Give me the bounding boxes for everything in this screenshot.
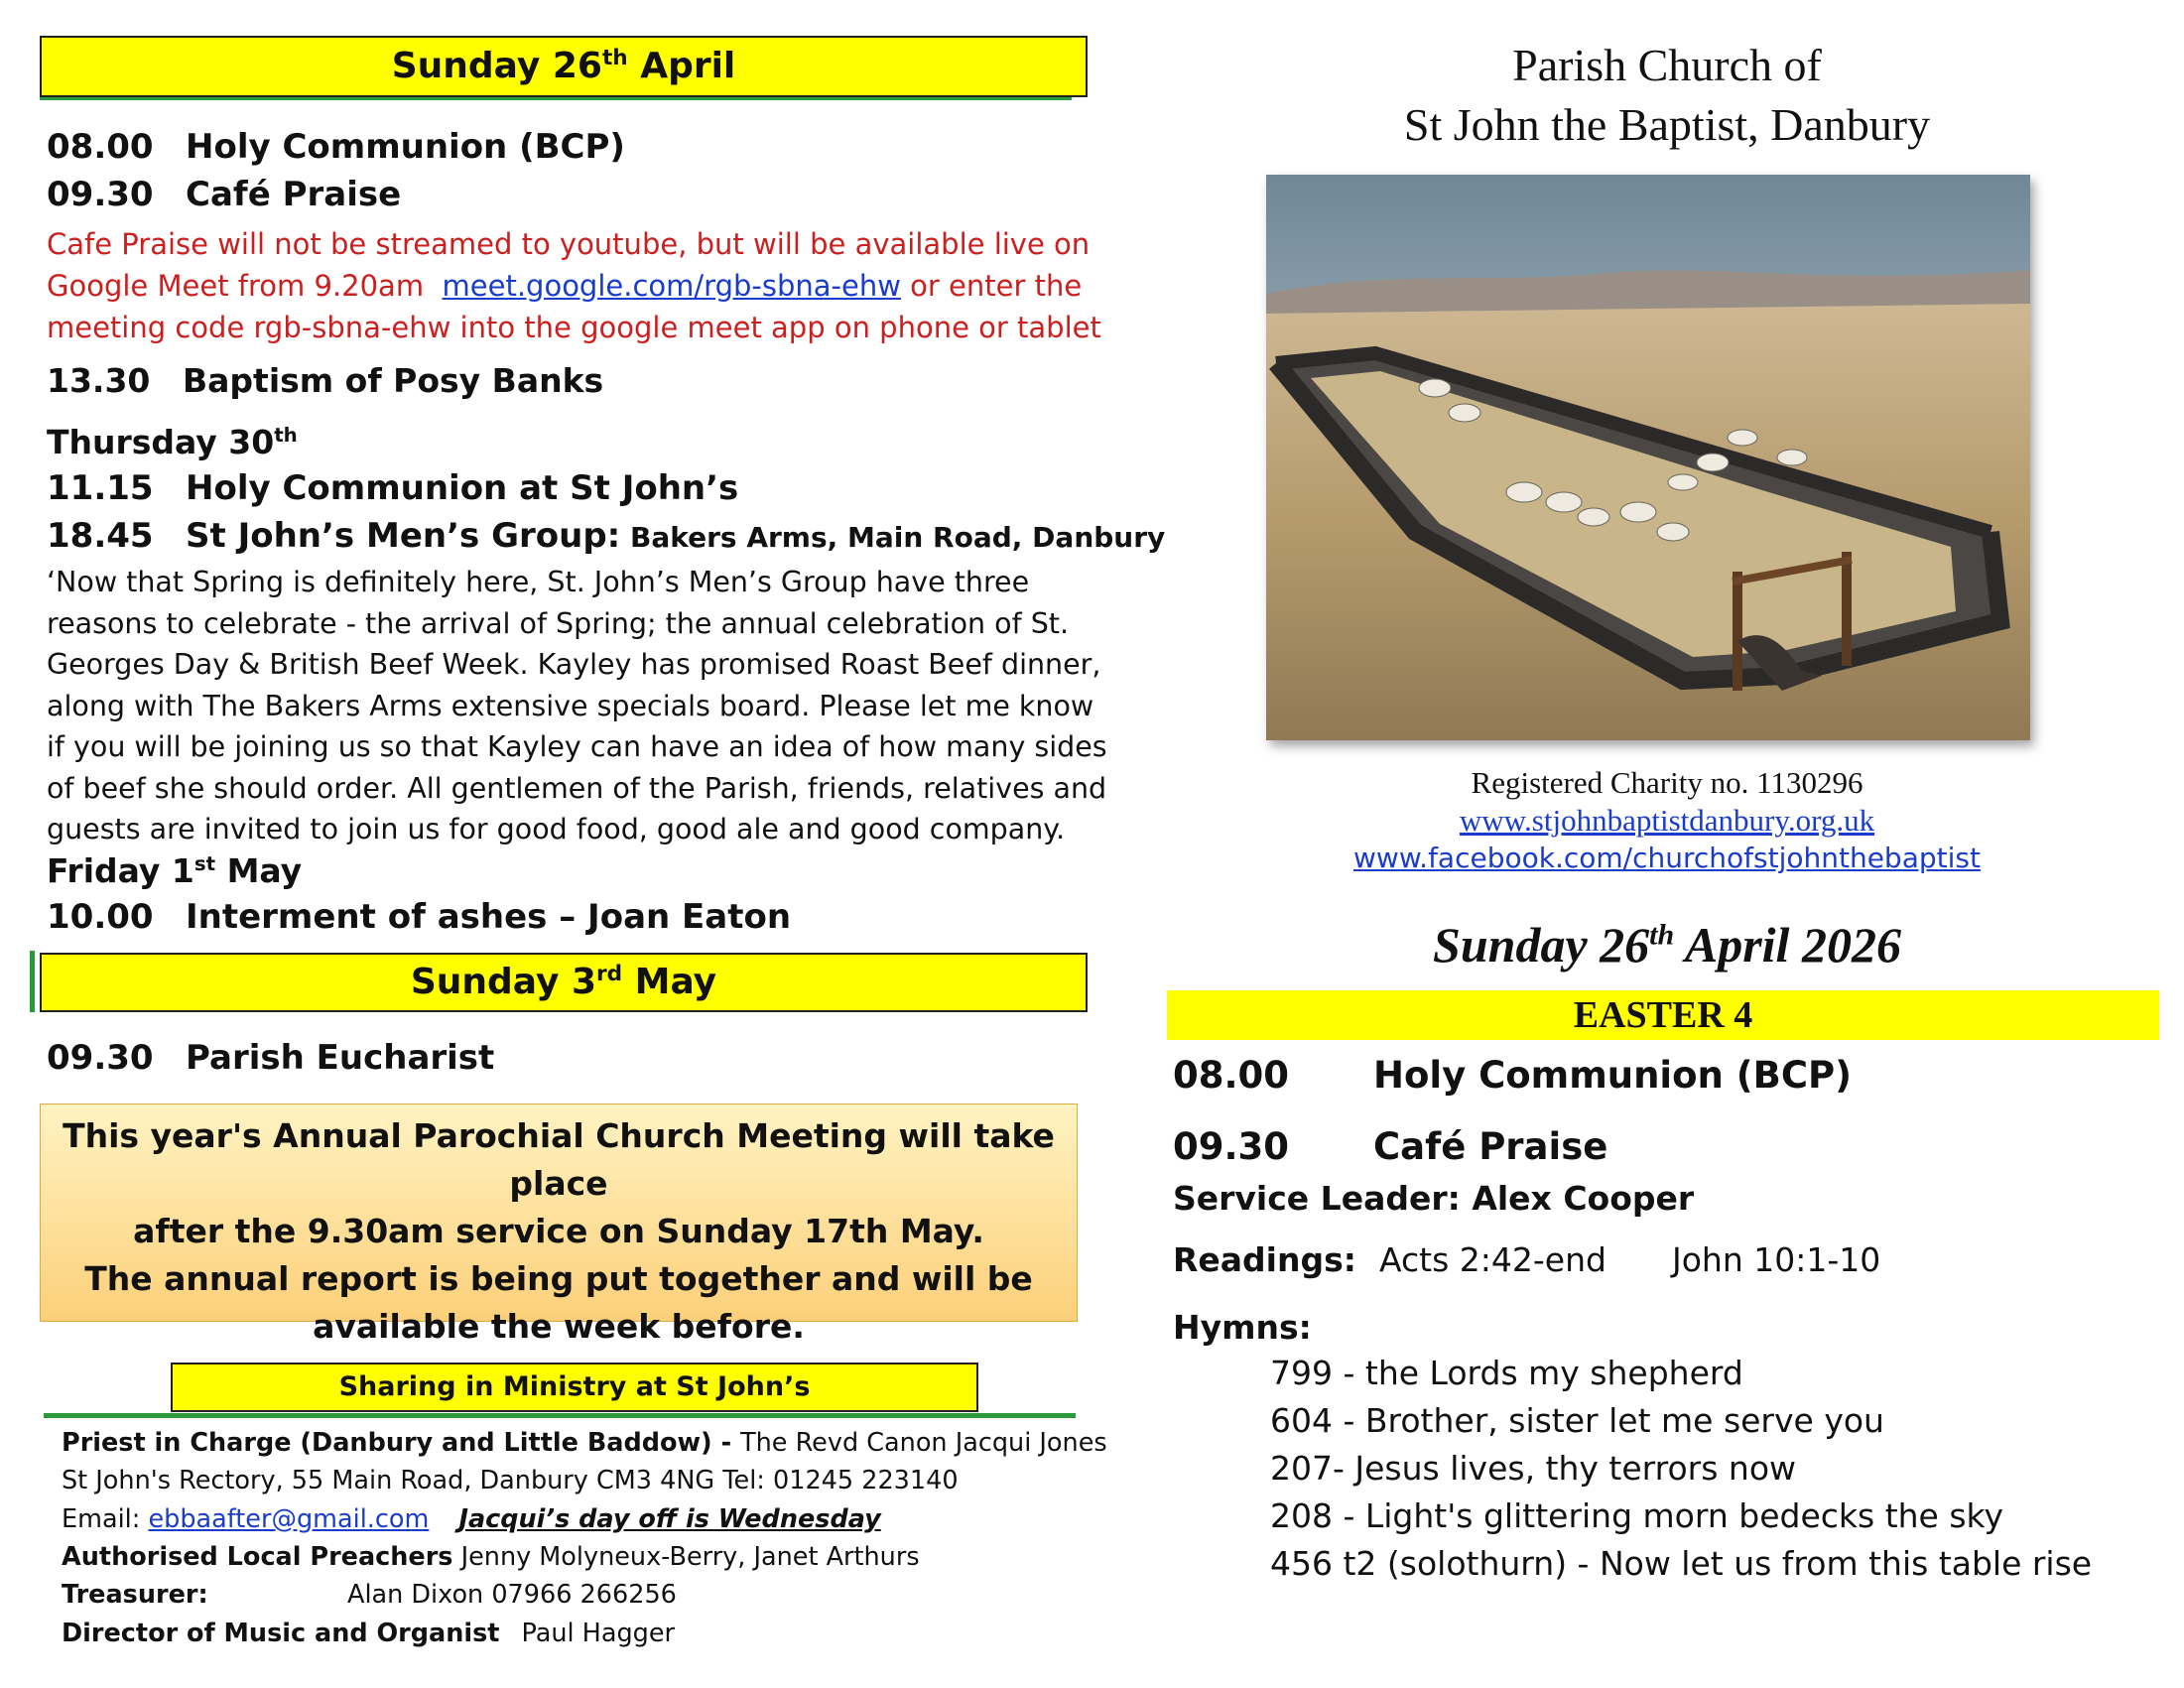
facebook-link-row [1191,842,2143,874]
banner-sunday-3-may: Sunday 3rd May [40,953,1088,1012]
google-meet-link[interactable]: meet.google.com/rgb-sbna-ehw [442,269,901,303]
church-title: Parish Church of St John the Baptist, Danbury [1403,40,1931,150]
hymn-item: 604 - Brother, sister let me serve you [1270,1401,1884,1440]
facebook-link[interactable]: www.facebook.com/churchofstjohnthebaptist [1353,842,1981,874]
thursday-heading: Thursday 30th [47,423,298,461]
hymns-heading: Hymns: [1173,1308,1312,1347]
ministry-treasurer: Treasurer: Alan Dixon 07966 266256 [62,1580,677,1610]
right-service-0800: 08.00 Holy Communion (BCP) [1173,1054,1853,1097]
ministry-preachers: Authorised Local Preachers Jenny Molyneux-Berry, Janet Arthurs [62,1542,920,1572]
hymn-item: 799 - the Lords my shepherd [1270,1354,1743,1392]
service-row-0930: 09.30 Café Praise [47,175,402,214]
sheepfold-painting [1266,175,2030,740]
sheepfold-painting-svg [1266,175,2030,740]
service-date-heading: Sunday 26th April 2026 [1433,917,1901,973]
charity-info: Registered Charity no. 1130296 www.stjohnbaptistdanbury.org.uk [1459,765,1875,838]
ministry-priest: Priest in Charge (Danbury and Little Baddow) - The Revd Canon Jacqui Jones [62,1428,1107,1458]
thursday-communion-row: 11.15 Holy Communion at St John’s [47,468,739,508]
ministry-address: St John's Rectory, 55 Main Road, Danbury CM3 4NG Tel: 01245 223140 [62,1466,959,1495]
website-link[interactable]: www.stjohnbaptistdanbury.org.uk [1459,803,1875,838]
right-service-0930: 09.30 Café Praise [1173,1125,1608,1168]
banner-sunday-26-april: Sunday 26th April [40,36,1088,97]
ministry-email: Email: ebbaafter@gmail.com Jacqui’s day off is Wednesday [62,1504,881,1534]
hymn-item: 208 - Light's glittering morn bedecks the sky [1270,1496,2004,1535]
mens-group-row: 18.45 St John’s Men’s Group: Bakers Arms, Main Road, Danbury [47,516,1166,556]
cafe-praise-note: Cafe Praise will not be streamed to youtube, but will be available live on Google Meet from 9.20am meet.google.com/rgb-sbna-ehw or enter the meeting code rgb-sbna-ehw into the google meet app on phone or tablet [47,227,1101,344]
service-row-0800: 08.00 Holy Communion (BCP) [47,127,625,167]
email-link[interactable]: ebbaafter@gmail.com [148,1504,430,1534]
friday-heading: Friday 1st May [47,851,303,890]
ministry-heading: Sharing in Ministry at St John’s [171,1363,978,1412]
banner2-green-rule [30,951,35,1012]
apcm-notice-box: This year's Annual Parochial Church Meeting will take place after the 9.30am service on Sunday 17th May. The annual report is being put together and will be available the week before. [40,1104,1078,1322]
baptism-row: 13.30 Baptism of Posy Banks [47,361,604,400]
hymn-item: 207- Jesus lives, thy terrors now [1270,1449,1797,1488]
eucharist-row: 09.30 Parish Eucharist [47,1038,495,1078]
mens-group-text: ‘Now that Spring is definitely here, St. John’s Men’s Group have three reasons to celebrate - the arrival of Spring; the annual celebration of St. Georges Day & British Beef Week. Kayley has promised Roast Beef dinner, along with The Bakers Arms extensive specials board. Please let me know if you will be joining us so that Kayley can have an idea of how many sides of beef she should order. All gentlemen of the Parish, friends, relatives and guests are invited to join us for good food, good ale and good company. [47,566,1107,845]
hymn-item: 456 t2 (solothurn) - Now let us from this table rise [1270,1544,2093,1583]
day-off-note: Jacqui’s day off is Wednesday [458,1504,881,1534]
easter-banner: EASTER 4 [1167,990,2159,1040]
service-leader: Service Leader: Alex Cooper [1173,1179,1695,1218]
ministry-green-rule [44,1413,1076,1418]
interment-row: 10.00 Interment of ashes – Joan Eaton [47,897,792,937]
ministry-music: Director of Music and Organist Paul Hagger [62,1619,676,1648]
readings-row: Readings: Acts 2:42-end John 10:1-10 [1173,1240,1881,1279]
